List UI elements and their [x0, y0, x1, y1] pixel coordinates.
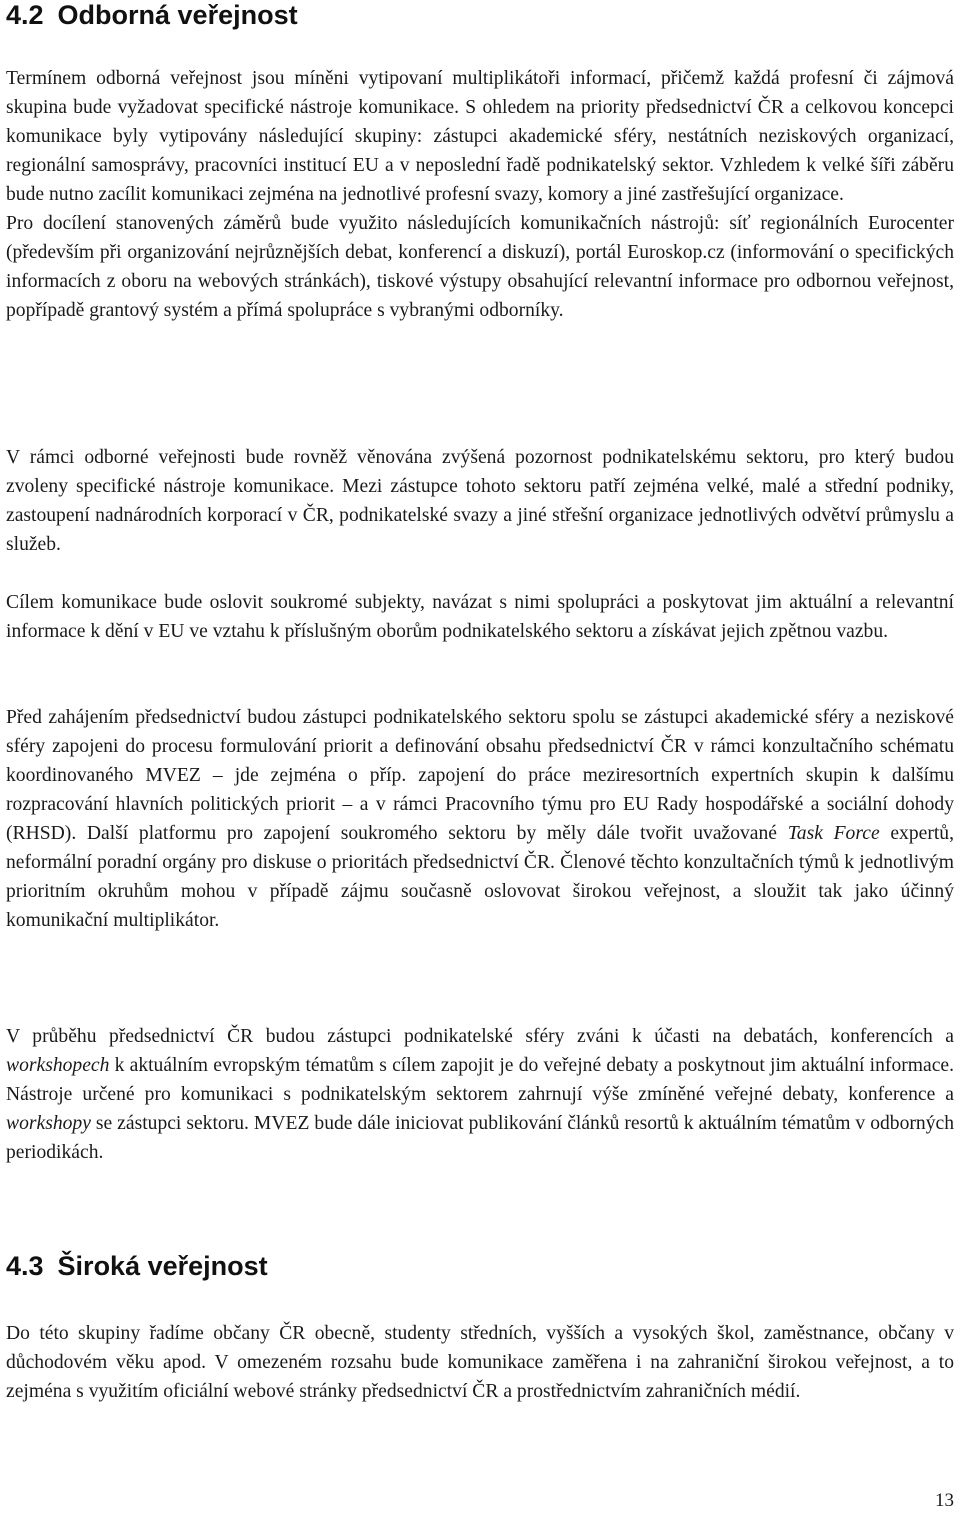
section-number: 4.3 — [6, 1251, 44, 1281]
section-title: Odborná veřejnost — [57, 0, 298, 30]
text-run: expertů, neformální poradní orgány pro diskuse o prioritách předsednictví ČR. Členové těchto konzultačních týmů k jednotlivým prioritním okruhům mohou v případě zájmu současně oslovovat širokou veřejnost, a sloužit tak jako účinný komunikační multiplikátor. — [6, 823, 954, 931]
paragraph-tools: Pro docílení stanovených záměrů bude využito následujících komunikačních nástrojů: síť regionálních Eurocenter (především při organizování nejrůznějších debat, konferencí a diskuzí), portál Euroskop.cz (informování o specifických informacích z oboru na webových stránkách), tiskové výstupy obsahující relevantní informace pro odbornou veřejnost, popřípadě grantový systém a přímá spolupráce s vybranými odborníky. — [6, 213, 954, 321]
paragraph-intro: Termínem odborná veřejnost jsou míněni vytipovaní multiplikátoři informací, přičemž každá profesní či zájmová skupina bude vyžadovat specifické nástroje komunikace. S ohledem na priority předsednictví ČR a celkovou koncepci komunikace byly vytipovány následující skupiny: zástupci akademické sféry, nestátních neziskových organizací, regionální samosprávy, pracovníci institucí EU a v neposlední řadě podnikatelský sektor. Vzhledem k velké šíři záběru bude nutno zacílit komunikaci zejména na jednotlivé profesní svazy, komory a jiné zastřešující organizace. — [6, 68, 954, 205]
text-run-italic: workshopech — [6, 1055, 110, 1076]
paragraph-general-public: Do této skupiny řadíme občany ČR obecně, studenty středních, vyšších a vysokých škol, zaměstnance, občany v důchodovém věku apod. V omezeném rozsahu bude komunikace zaměřena i na zahraniční širokou veřejnost, a to zejména s využitím oficiální webové stránky předsednictví ČR a prostřednictvím zahraničních médií. — [6, 1323, 954, 1402]
paragraph-before-presidency — [6, 703, 954, 935]
text-run: Před zahájením předsednictví budou zástupci podnikatelského sektoru spolu se zástupci akademické sféry a neziskové sféry zapojeni do procesu formulování priorit a definování obsahu předsednictví ČR v rámci konzultačního schématu koordinovaného MVEZ – jde zejména o příp. zapojení do práce meziresortních expertních skupin k dalšímu rozpracování hlavních politických priorit – a v rámci Pracovního týmu pro EU Rady hospodářské a sociální dohody (RHSD). Další platformu pro zapojení soukromého sektoru by měly dále tvořit uvažované — [6, 707, 954, 844]
text-run-italic: Task Force — [787, 823, 880, 844]
text-run-italic: workshopy — [6, 1113, 91, 1134]
text-run: V průběhu předsednictví ČR budou zástupci podnikatelské sféry zváni k účasti na debatách, konferencích a — [6, 1026, 954, 1047]
paragraph-communication-goal: Cílem komunikace bude oslovit soukromé subjekty, navázat s nimi spolupráci a poskytovat jim aktuální a relevantní informace k dění v EU ve vztahu k příslušným oborům podnikatelského sektoru a získávat jejich zpětnou vazbu. — [6, 592, 954, 642]
page-number: 13 — [935, 1490, 954, 1511]
section-heading-4-2 — [6, 0, 298, 30]
paragraph-block-1 — [6, 64, 954, 325]
section-number: 4.2 — [6, 0, 44, 30]
section-heading-4-3 — [6, 1251, 268, 1281]
section-title: Široká veřejnost — [57, 1251, 268, 1281]
text-run: se zástupci sektoru. MVEZ bude dále iniciovat publikování článků resortů k aktuálním tématům v odborných periodikách. — [6, 1113, 954, 1163]
paragraph-business-sector: V rámci odborné veřejnosti bude rovněž věnována zvýšená pozornost podnikatelskému sektoru, pro který budou zvoleny specifické nástroje komunikace. Mezi zástupce tohoto sektoru patří zejména velké, malé a střední podniky, zastoupení nadnárodních korporací v ČR, podnikatelské svazy a jiné střešní organizace jednotlivých odvětví průmyslu a služeb. — [6, 447, 954, 555]
paragraph-during-presidency — [6, 1022, 954, 1167]
text-run: k aktuálním evropským tématům s cílem zapojit je do veřejné debaty a poskytnout jim aktuální informace. Nástroje určené pro komunikaci s podnikatelským sektorem zahrnují výše zmíněné veřejné debaty, konference a — [6, 1055, 954, 1105]
